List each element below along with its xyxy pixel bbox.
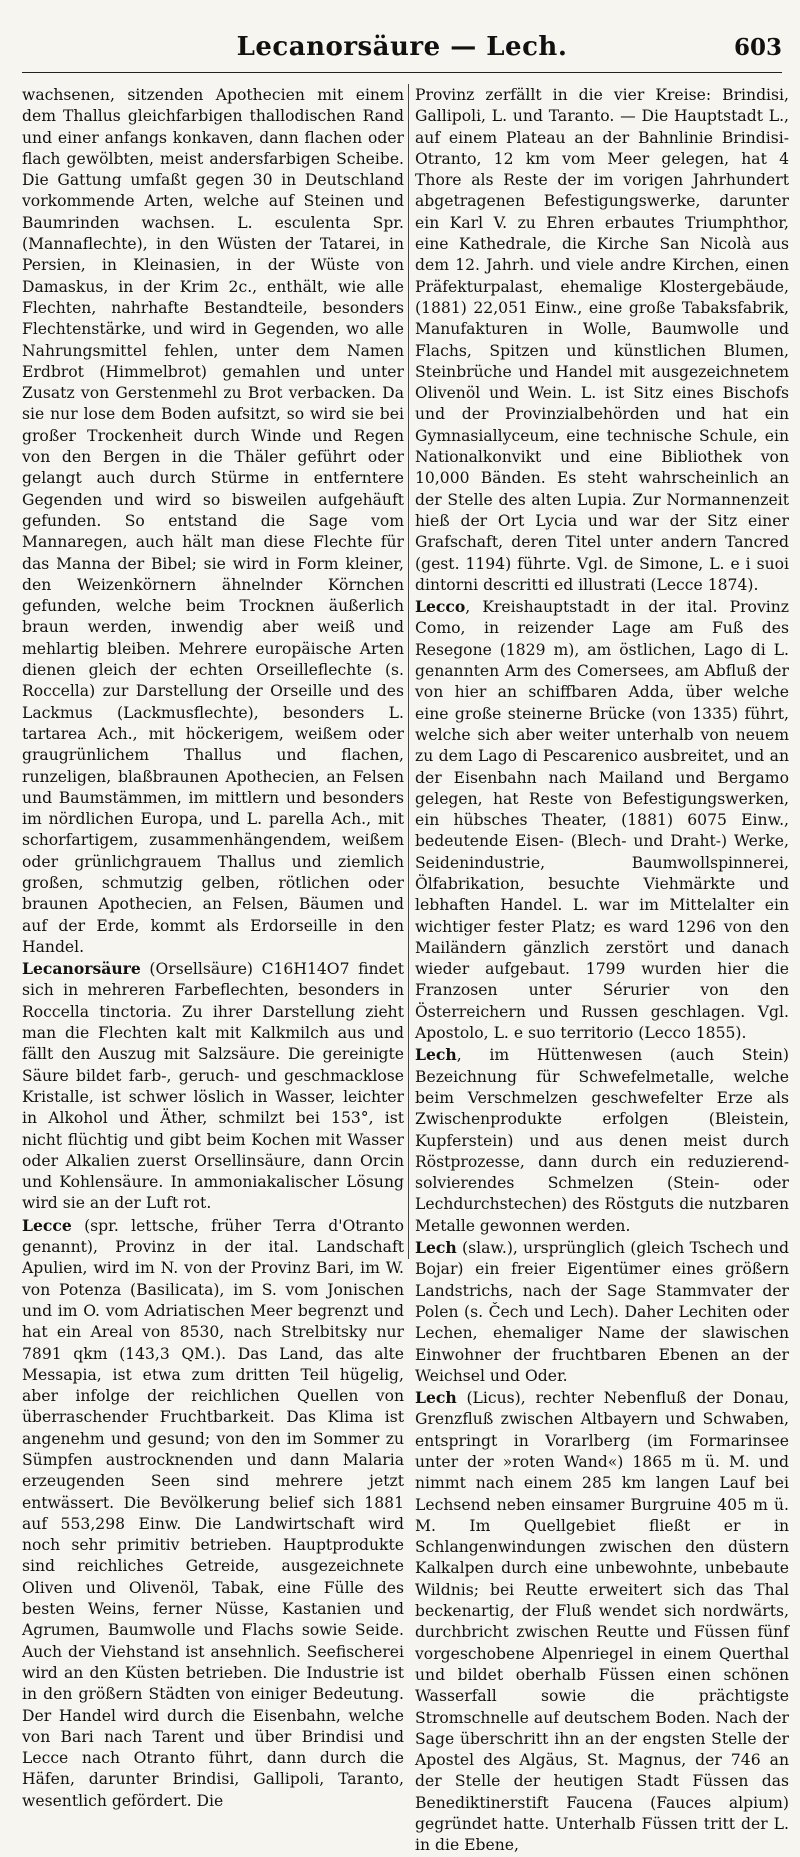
entry-headword: Lech [415,1045,457,1065]
entry-paragraph: Lech, im Hüttenwesen (auch Stein) Bezeichnung für Schwefelmetalle, welche beim Verschmelzen geschwefelter Erze als Zwischenprodukte erfolgen (Bleistein, Kupferstein) und aus denen meist durch Röstprozesse, dann durch ein reduzierend-solvierendes Schmelzen (Stein- oder Lechdurchstechen) des Röstguts die nutzbaren Metalle gewonnen werden. [415,1045,789,1235]
entry-paragraph: Lech (slaw.), ursprünglich (gleich Tschech und Bojar) ein freier Eigentümer eines größern Landstrichs, nach der Sage Stammvater der Polen (s. Čech und Lech). Daher Lechiten oder Lechen, ehemaliger Name der slawischen Einwohner der fruchtbaren Ebenen an der Weichsel und Oder. [415,1238,789,1385]
page-header [22,30,782,73]
entry-paragraph: wachsenen, sitzenden Apothecien mit einem dem Thallus gleichfarbigen thallodischen Rand und einer anfangs konkaven, dann flachen oder flach gewölbten, meist andersfarbigen Scheibe. Die Gattung umfaßt gegen 30 in Deutschland vorkommende Arten, welche auf Steinen und Baumrinden wachsen. L. esculenta Spr. (Mannaflechte), in den Wüsten der Tatarei, in Persien, in Kleinasien, in der Wüste von Damaskus, in der Krim 2c., enthält, wie alle Flechten, nahrhafte Bestandteile, besonders Flechtenstärke, und wird in Gegenden, wo alle Nahrungsmittel fehlen, unter dem Namen Erdbrot (Himmelbrot) gemahlen und unter Zusatz von Gerstenmehl zu Brot verbacken. Da sie nur lose dem Boden aufsitzt, so wird sie bei großer Trockenheit durch Winde und Regen von den Bergen in die Thäler geführt oder gelangt auch durch Stürme in entferntere Gegenden und wird so bisweilen aufgehäuft gefunden. So entstand die Sage vom Mannaregen, auch hält man diese Flechte für das Manna der Bibel; sie wird in Form kleiner, den Weizenkörnern ähnelnder Körnchen gefunden, welche beim Trocknen äußerlich braun werden, inwendig aber weiß und mehlartig bleiben. Mehrere europäische Arten dienen gleich der echten Orseilleflechte (s. Roccella) zur Darstellung der Orseille und des Lackmus (Lackmusflechte), besonders L. tartarea Ach., mit höckerigem, weißem oder graugrünlichem Thallus und flachen, runzeligen, blaßbraunen Apothecien, an Felsen und Baumstämmen, im mittlern und besonders im nördlichen Europa, und L. parella Ach., mit schorfartigem, zusammenhängendem, weißem oder grünlichgrauem Thallus und ziemlich großen, schmutzig gelben, rötlichen oder braunen Apothecien, an Felsen, Bäumen und auf der Erde, kommt als Erdorseille in den Handel. [22,86,404,956]
entry-paragraph: Lecce (spr. lettsche, früher Terra d'Otranto genannt), Provinz in der ital. Landschaft Apulien, wird im N. von der Provinz Bari, im W. von Potenza (Basilicata), im S. vom Jonischen und im O. vom Adriatischen Meer begrenzt und hat ein Areal von 8530, nach Strelbitsky nur 7891 qkm (143,3 QM.). Das Land, das alte Messapia, ist etwa zum dritten Teil hügelig, aber infolge der reichlichen Quellen von überraschender Fruchtbarkeit. Das Klima ist angenehm und gesund; von den im Sommer zu Sümpfen austrocknenden und dann Malaria erzeugenden Seen sind mehrere jetzt entwässert. Die Bevölkerung belief sich 1881 auf 553,298 Einw. Die Landwirtschaft wird noch sehr primitiv betrieben. Hauptprodukte sind reichliches Getreide, ausgezeichnete Oliven und Olivenöl, Tabak, eine Fülle des besten Weins, ferner Nüsse, Kastanien und Agrumen, Baumwolle und Flachs sowie Seide. Auch der Viehstand ist ansehnlich. Seefischerei wird an den Küsten betrieben. Die Industrie ist in den größern Städten von einiger Bedeutung. Der Handel wird durch die Eisenbahn, welche von Bari nach Tarent und über Brindisi und Lecce nach Otranto führt, dann durch die Häfen, darunter Brindisi, Gallipoli, Taranto, wesentlich gefördert. Die [22,1215,404,1810]
left-column [22,84,404,1810]
entry-paragraph: Provinz zerfällt in die vier Kreise: Brindisi, Gallipoli, L. und Taranto. — Die Hauptstadt L., auf einem Plateau an der Bahnlinie Brindisi-Otranto, 12 km vom Meer gelegen, hat 4 Thore als Reste der im vorigen Jahrhundert abgetragenen Befestigungswerke, darunter ein Karl V. zu Ehren erbautes Triumphthor, eine Kathedrale, die Kirche San Nicolà aus dem 12. Jahrh. und viele andre Kirchen, einen Präfekturpalast, ehemalige Klostergebäude, (1881) 22,051 Einw., eine große Tabaksfabrik, Manufakturen in Wolle, Baumwolle und Flachs, Spitzen und künstlichen Blumen, Steinbrüche und Handel mit ausgezeichnetem Olivenöl und Wein. L. ist Sitz eines Bischofs und der Provinzialbehörden und hat ein Gymnasiallyceum, eine technische Schule, ein Nationalkonvikt und eine Bibliothek von 10,000 Bänden. Es steht wahrscheinlich an der Stelle des alten Lupia. Zur Normannenzeit hieß der Ort Lycia und war der Sitz einer Grafschaft, deren Titel unter andern Tancred (gest. 1194) führte. Vgl. de Simone, L. e i suoi dintorni descritti ed illustrati (Lecce 1874). [415,86,789,594]
entry-paragraph: Lech (Licus), rechter Nebenfluß der Donau, Grenzfluß zwischen Altbayern und Schwaben, entspringt in Vorarlberg (im Formarinsee unter der »roten Wand«) 1865 m ü. M. und nimmt nach einem 285 km langen Lauf bei Lechsend neben einsamer Burgruine 405 m ü. M. Im Quellgebiet fließt er in Schlangenwindungen zwischen den düstern Kalkalpen durch eine unbewohnte, unbebaute Wildnis; bei Reutte erweitert sich das Thal beckenartig, der Fluß wendet sich nordwärts, durchbricht zwischen Reutte und Füssen fünf vorgeschobene Alpenriegel in einem Querthal und bildet oberhalb Füssen einen schönen Wasserfall sowie die prächtigste Stromschnelle auf deutschem Boden. Nach der Sage überschritt ihn an der engsten Stelle der Apostel des Algäus, St. Magnus, der 746 an der Stelle der heutigen Stadt Füssen das Benediktinerstift Faucena (Fauces alpium) gegründet hatte. Unterhalb Füssen tritt der L. in die Ebene, [415,1388,789,1855]
text-columns [22,84,789,1855]
entry-headword: Lech [415,1388,457,1408]
column-divider [408,84,409,1259]
entry-headword: Lech [415,1238,457,1258]
entry-paragraph: Lecanorsäure (Orsellsäure) C16H14O7 findet sich in mehreren Farbeflechten, besonders in Roccella tinctoria. Zu ihrer Darstellung zieht man die Flechten kalt mit Kalkmilch aus und fällt den Auszug mit Salzsäure. Die gereinigte Säure bildet farb-, geruch- und geschmacklose Kristalle, ist schwer löslich in Wasser, leichter in Alkohol und Äther, schmilzt bei 153°, ist nicht flüchtig und gibt beim Kochen mit Wasser oder Alkalien zuerst Orsellinsäure, dann Orcin und Kohlensäure. In ammoniakalischer Lösung wird sie an der Luft rot. [22,959,404,1213]
entry-headword: Lecanorsäure [22,959,141,979]
entry-headword: Lecco [415,597,466,617]
page-number: 603 [733,34,782,61]
entry-headword: Lecce [22,1215,72,1235]
running-title: Lecanorsäure — Lech. [236,32,568,62]
entry-paragraph: Lecco, Kreishauptstadt in der ital. Provinz Como, in reizender Lage am Fuß des Resegone (1829 m), am östlichen, Lago di L. genannten Arm des Comersees, am Abfluß der von hier an schiffbaren Adda, über welche eine große steinerne Brücke (von 1335) führt, welche sich aber weiter unterhalb von neuem zu dem Lago di Pescarenico ausbreitet, und an der Eisenbahn nach Mailand und Bergamo gelegen, hat Reste von Befestigungswerken, ein hübsches Theater, (1881) 6075 Einw., bedeutende Eisen- (Blech- und Draht-) Werke, Seidenindustrie, Baumwollspinnerei, Ölfabrikation, besuchte Viehmärkte und lebhaften Handel. L. war im Mittelalter ein wichtiger fester Platz; es ward 1296 von den Mailändern gänzlich zerstört und danach wieder aufgebaut. 1799 wurden hier die Franzosen unter Sérurier von den Österreichern und Russen geschlagen. Vgl. Apostolo, L. e suo territorio (Lecco 1855). [415,597,789,1043]
right-column [415,84,789,1855]
